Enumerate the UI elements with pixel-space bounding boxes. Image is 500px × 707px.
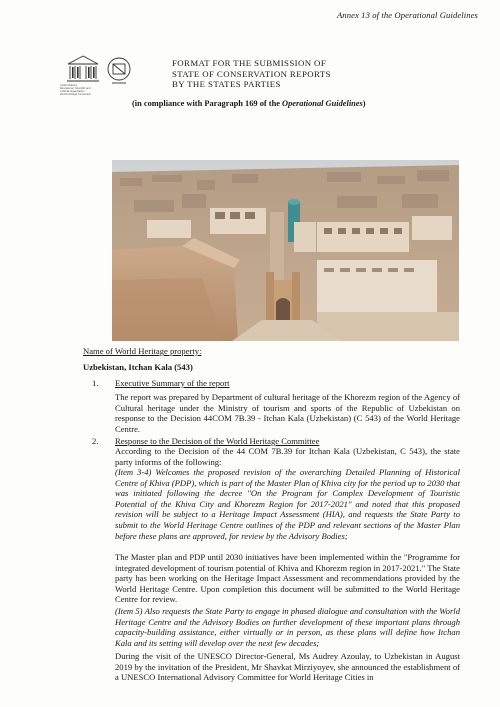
site-name: Uzbekistan, Itchan Kala (543) bbox=[83, 362, 193, 372]
item-3-4-text: (Item 3-4) Welcomes the proposed revision of the overarching Detailed Planning of Historical Centre of Khiva (PDP), which is part of the Master Plan of Khiva city for the period up to 2030 that was initiated following the decree "On the Program for Complex Development of Touristic Potential of the Khiva City and Khorezm Region for 2017-2021" and noted that this proposed revision will be subject to a Heritage Impact Assessment (HIA), and requests the State Party to submit to the World Heritage Centre outlines of the PDP and relevant sections of the Master Plan before these plans are approved, for review by the Advisory Bodies; bbox=[115, 467, 460, 541]
unesco-visit-text: During the visit of the UNESCO Director-General, Ms Audrey Azoulay, to Uzbekistan in August 2019 by the invitation of the President, Mr Shavkat Mirziyoyev, she announced the establishment of a UNESCO International Advisory Committee for World Heritage Cities in bbox=[115, 651, 460, 683]
section-2-heading: Response to the Decision of the World Heritage Committee bbox=[115, 436, 320, 446]
document-title: FORMAT FOR THE SUBMISSION OF STATE OF CONSERVATION REPORTS BY THE STATES PARTIES bbox=[172, 58, 331, 90]
logo-caption: United Nations Educational, Scientific and Cultural Organization World Heritage Convention bbox=[60, 84, 92, 96]
section-1-number: 1. bbox=[92, 378, 99, 388]
item-5-text: (Item 5) Also requests the State Party to engage in phased dialogue and consultation with the World Heritage Centre and the Advisory Bodies on further development of these important plans through capacity-building assistance, either virtually or in person, as these plans will define how Itchan Kala and its setting will develop over the next few decades; bbox=[115, 606, 460, 648]
annex-label: Annex 13 of the Operational Guidelines bbox=[336, 10, 478, 20]
decision-intro-text: According to the Decision of the 44 COM 7B.39 for Itchan Kala (Uzbekistan, C 543), the state party informs of the following: bbox=[115, 446, 460, 467]
master-plan-text: The Master plan and PDP until 2030 initiatives have been implemented within the "Programme for integrated development of tourism potential of Khiva and Khorezm region in 2017-2021." The State party has been working on the Heritage Impact Assessment and recommendations provided by the World Heritage Centre. Upon completion this document will be submitted to the World Heritage Centre for review. bbox=[115, 552, 460, 605]
property-label: Name of World Heritage property: bbox=[83, 346, 202, 356]
executive-summary-text: The report was prepared by Department of cultural heritage of the Khorezm region of the Agency of Cultural heritage under the Ministry of tourism and sports of the Republic of Uzbekistan on response to the Decision 44COM 7B.39 - Itchan Kala (Uzbekistan) (C 543) of the World Heritage Centre. bbox=[115, 392, 460, 434]
itchan-kala-aerial-photo bbox=[112, 160, 459, 341]
compliance-note: (in compliance with Paragraph 169 of the Operational Guidelines) bbox=[132, 99, 366, 108]
section-2-number: 2. bbox=[92, 436, 99, 446]
section-1-heading: Executive Summary of the report bbox=[115, 378, 230, 388]
